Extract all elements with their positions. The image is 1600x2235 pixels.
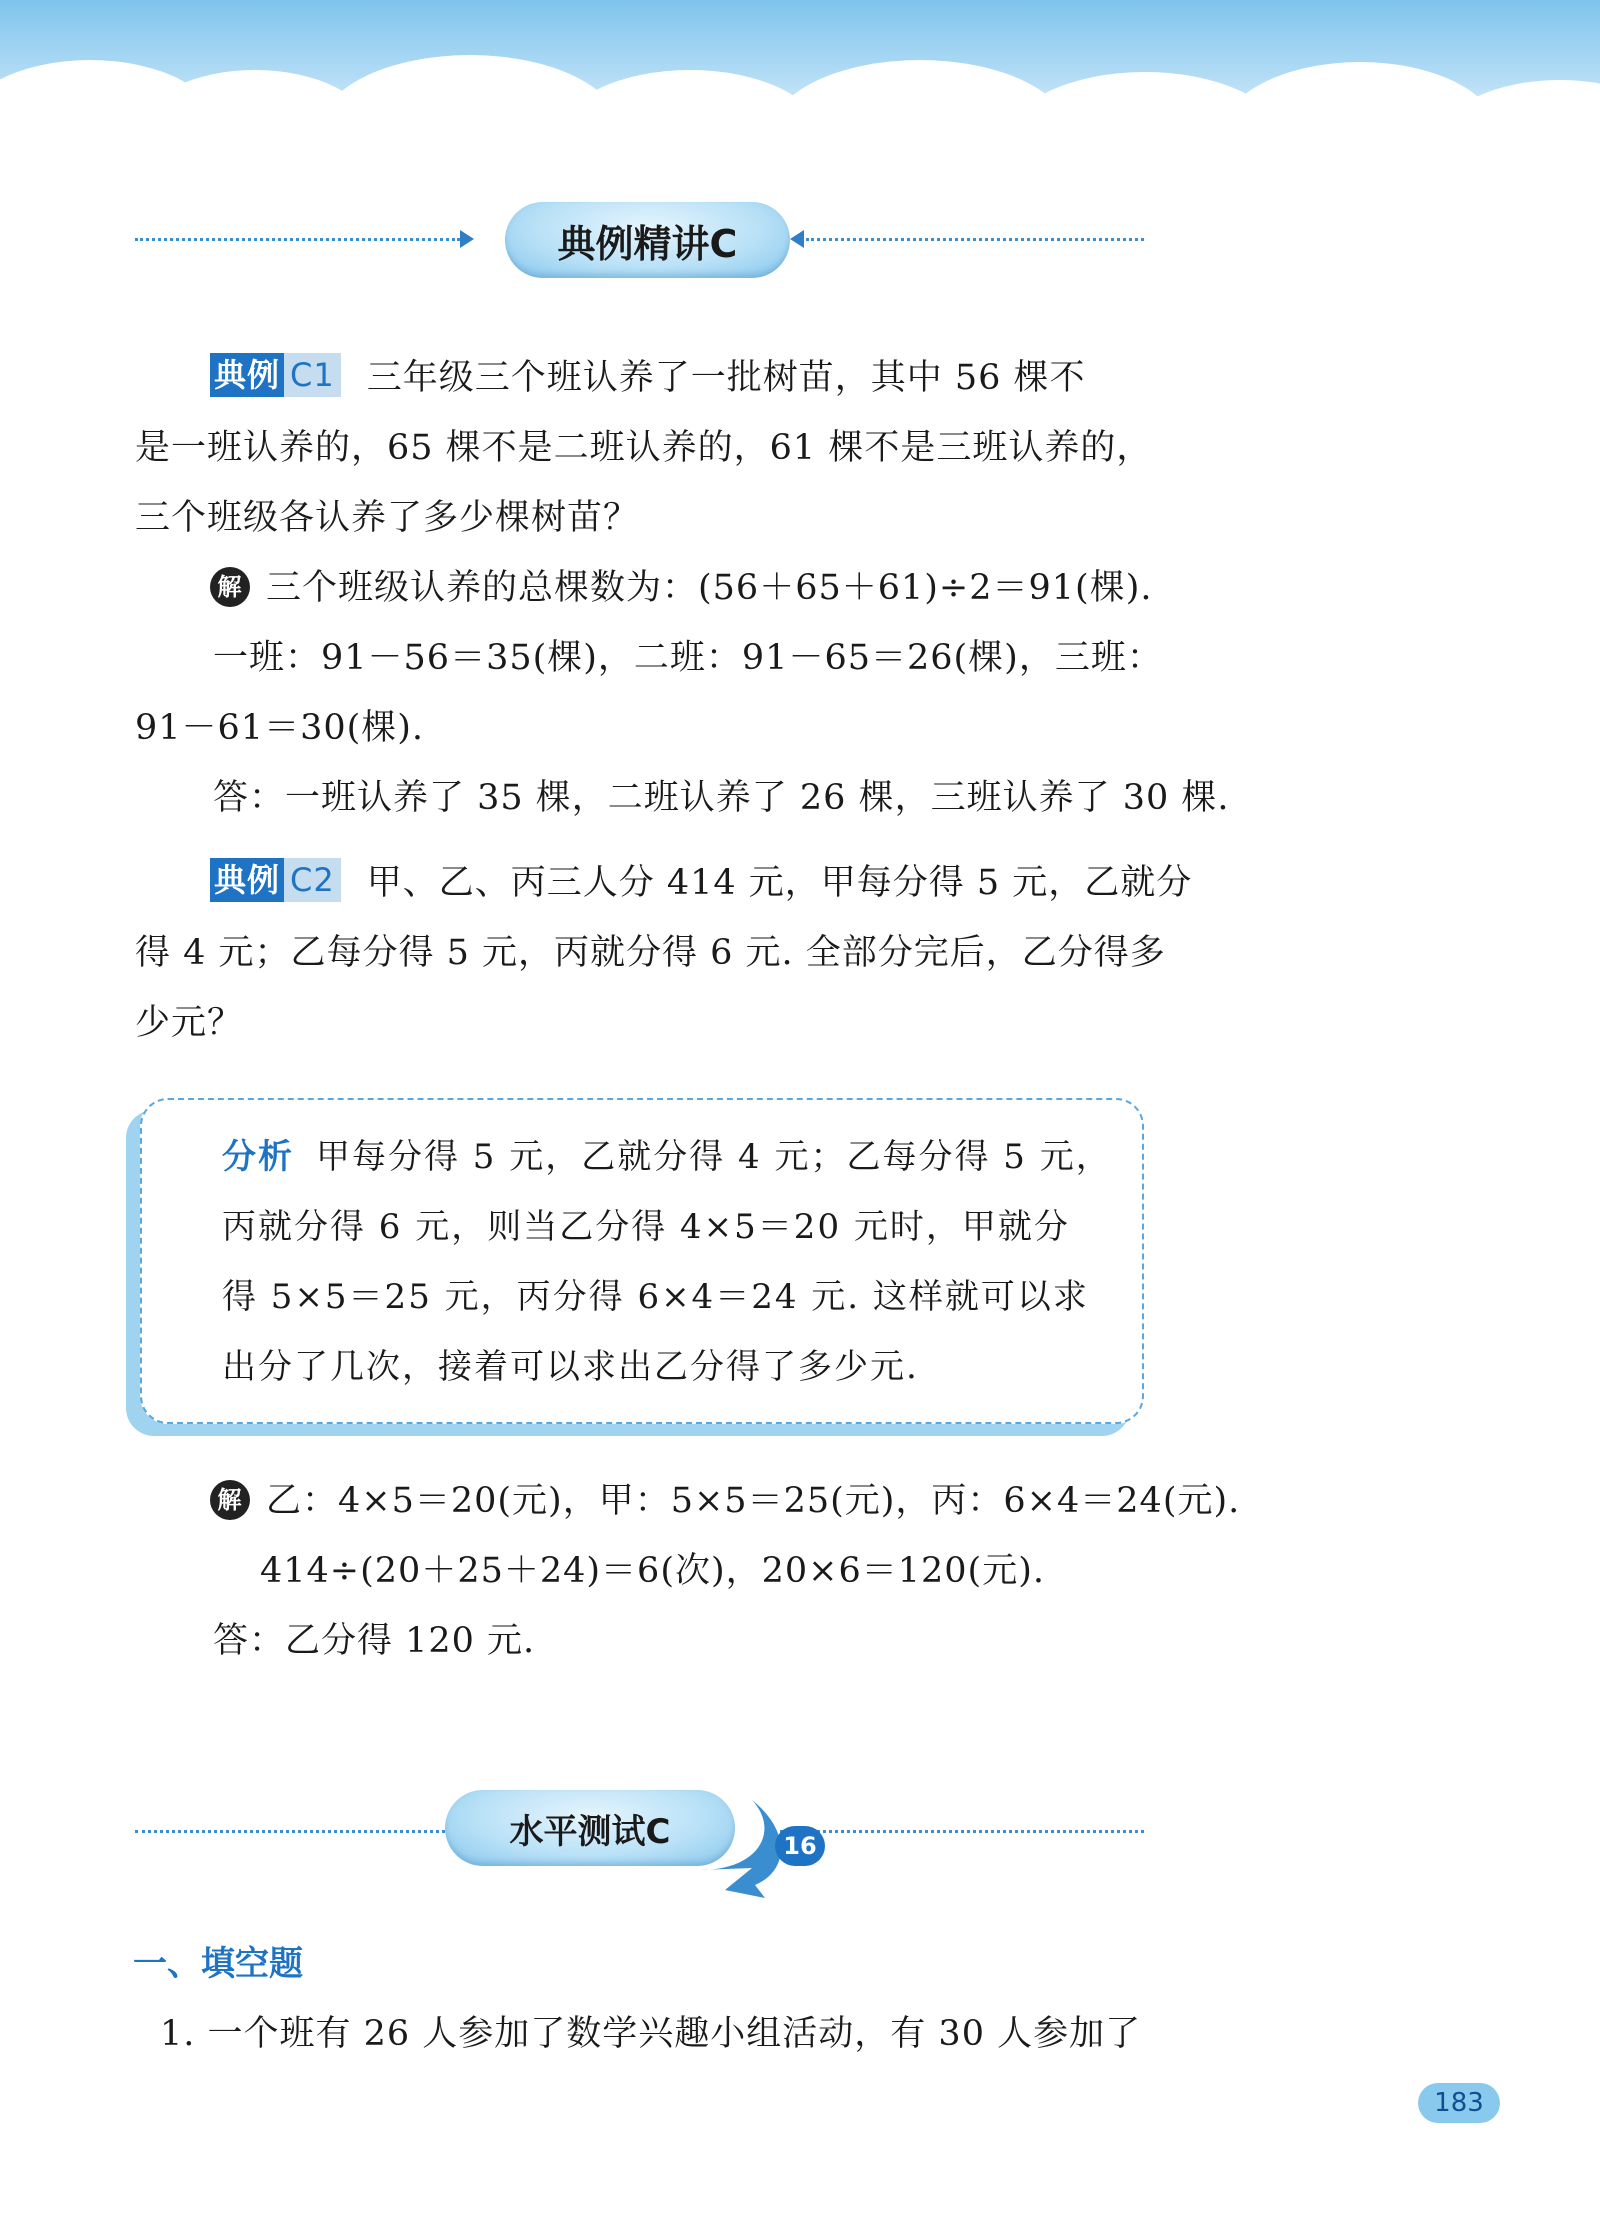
example-2-answer: 答：乙分得 120 元.	[213, 1621, 536, 1661]
example-2-line-2: 得 4 元；乙每分得 5 元，丙就分得 6 元. 全部分完后，乙分得多	[135, 933, 1166, 973]
analysis-line-2: 丙就分得 6 元，则当乙分得 4×5＝20 元时，甲就分	[222, 1207, 1070, 1247]
section-title: 一、填空题	[133, 1944, 303, 1984]
example-2	[135, 848, 1193, 1058]
example-2-line-3: 少元？	[135, 1003, 244, 1043]
example-1-solution-2: 一班：91－56＝35(棵)，二班：91－65＝26(棵)，三班：	[213, 638, 1163, 678]
solution-icon: 解	[210, 1480, 250, 1520]
analysis-line-1: 甲每分得 5 元，乙就分得 4 元；乙每分得 5 元，	[316, 1137, 1112, 1177]
example-1-answer: 答：一班认养了 35 棵，二班认养了 26 棵，三班认养了 30 棵.	[213, 778, 1230, 818]
example-2-solution-2: 414÷(20＋25＋24)＝6(次)，20×6＝120(元).	[260, 1551, 1045, 1591]
solution-icon: 解	[210, 567, 250, 607]
analysis-line-4: 出分了几次，接着可以求出乙分得了多少元.	[222, 1347, 919, 1387]
analysis-line-3: 得 5×5＝25 元，丙分得 6×4＝24 元. 这样就可以求	[222, 1277, 1089, 1317]
example-tag-c2: 典例 C2	[210, 858, 341, 902]
example-1-solution-1: 三个班级认养的总棵数为：(56＋65＋61)÷2＝91(棵).	[266, 568, 1153, 608]
question-1: 1. 一个班有 26 人参加了数学兴趣小组活动，有 30 人参加了	[160, 2014, 1142, 2054]
example-1-solution-3: 91－61＝30(棵).	[135, 708, 425, 748]
analysis-label: 分析	[222, 1137, 294, 1177]
sky-banner	[0, 0, 1600, 140]
analysis-box	[140, 1098, 1144, 1424]
example-1	[135, 343, 1230, 833]
lesson-number-badge: 16	[775, 1826, 825, 1866]
example-1-line-1: 三年级三个班认养了一批树苗，其中 56 棵不	[366, 358, 1086, 398]
test-title: 水平测试C	[445, 1790, 735, 1866]
page-number: 183	[1418, 2083, 1500, 2123]
example-1-line-2: 是一班认养的，65 棵不是二班认养的，61 棵不是三班认养的，	[135, 428, 1153, 468]
example-2-solution	[135, 1466, 1241, 1676]
examples-title: 典例精讲C	[505, 202, 790, 278]
example-tag-c1: 典例 C1	[210, 353, 341, 397]
example-2-solution-1: 乙：4×5＝20(元)，甲：5×5＝25(元)，丙：6×4＝24(元).	[266, 1481, 1241, 1521]
example-1-line-3: 三个班级各认养了多少棵树苗？	[135, 498, 640, 538]
example-2-line-1: 甲、乙、丙三人分 414 元，甲每分得 5 元，乙就分	[366, 863, 1193, 903]
